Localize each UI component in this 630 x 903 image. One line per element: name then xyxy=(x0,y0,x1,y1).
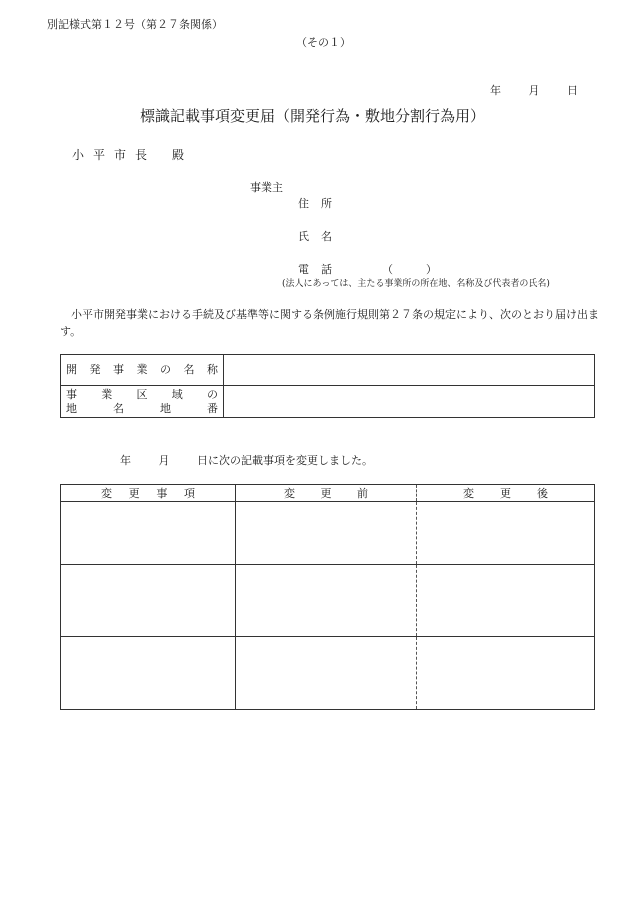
header-char: 変 xyxy=(101,487,112,500)
project-name-field[interactable] xyxy=(224,355,595,386)
name-label: 氏名 xyxy=(298,230,344,243)
change-statement xyxy=(120,452,373,468)
label-char: 名 xyxy=(183,363,195,376)
phone-label: 電話 xyxy=(298,263,344,276)
change-item-cell[interactable] xyxy=(61,637,236,710)
before-cell[interactable] xyxy=(236,637,417,710)
address-label: 住所 xyxy=(298,197,344,210)
change-table xyxy=(60,484,595,710)
header-char: 変 xyxy=(463,487,474,500)
project-table xyxy=(60,354,595,418)
label-char: 発 xyxy=(89,363,101,376)
form-part: （その１） xyxy=(296,36,351,49)
label-char: 業 xyxy=(101,387,113,401)
body-text: 小平市開発事業における手続及び基準等に関する条例施行規則第２７条の規定により、次のとおり届け出ます。 xyxy=(60,308,599,338)
label-char: 称 xyxy=(207,363,218,376)
header-char: 更 xyxy=(500,487,511,500)
phone-field xyxy=(298,261,437,277)
addressee-name: 小平市長 xyxy=(72,148,157,162)
form-id: 別記様式第１２号（第２７条関係） xyxy=(47,18,223,31)
change-item-cell[interactable] xyxy=(61,502,236,565)
header-before xyxy=(236,485,417,502)
addressee-honorific: 殿 xyxy=(172,148,185,162)
change-month: 月 xyxy=(158,454,170,467)
label-char: 番 xyxy=(207,401,218,415)
phone-paren: （ ） xyxy=(382,263,437,276)
submission-date xyxy=(490,82,578,98)
label-char: 名 xyxy=(113,401,124,415)
header-char: 後 xyxy=(537,487,548,500)
project-area-field[interactable] xyxy=(224,386,595,418)
label-char: 開 xyxy=(66,363,77,376)
label-char: 地 xyxy=(66,401,77,415)
label-char: の xyxy=(160,363,171,376)
after-cell[interactable] xyxy=(417,502,595,565)
header-char: 更 xyxy=(320,487,332,500)
project-area-label xyxy=(61,386,224,418)
addressee xyxy=(72,146,184,163)
before-cell[interactable] xyxy=(236,565,417,637)
label-char: 区 xyxy=(136,387,148,401)
label-char: 域 xyxy=(171,387,183,401)
date-year: 年 xyxy=(490,84,501,97)
label-char: の xyxy=(207,387,218,401)
header-change-item xyxy=(61,485,236,502)
header-char: 事 xyxy=(156,487,168,500)
header-char: 前 xyxy=(357,487,368,500)
change-text: 日に次の記載事項を変更しました。 xyxy=(197,454,373,467)
label-char: 業 xyxy=(136,363,148,376)
date-day: 日 xyxy=(567,84,578,97)
change-item-cell[interactable] xyxy=(61,565,236,637)
label-char: 事 xyxy=(66,387,77,401)
header-char: 更 xyxy=(128,487,140,500)
after-cell[interactable] xyxy=(417,637,595,710)
after-cell[interactable] xyxy=(417,565,595,637)
header-after xyxy=(417,485,595,502)
page-title: 標識記載事項変更届（開発行為・敷地分割行為用） xyxy=(140,107,486,125)
change-year: 年 xyxy=(120,454,131,467)
label-char: 事 xyxy=(113,363,124,376)
corporate-note: (法人にあっては、主たる事業所の所在地、名称及び代表者の氏名) xyxy=(282,279,550,289)
project-name-label xyxy=(61,355,224,386)
before-cell[interactable] xyxy=(236,502,417,565)
header-char: 変 xyxy=(284,487,295,500)
date-month: 月 xyxy=(528,84,540,97)
label-char: 地 xyxy=(160,401,171,415)
applicant-label: 事業主 xyxy=(250,181,283,194)
header-char: 項 xyxy=(183,487,195,500)
